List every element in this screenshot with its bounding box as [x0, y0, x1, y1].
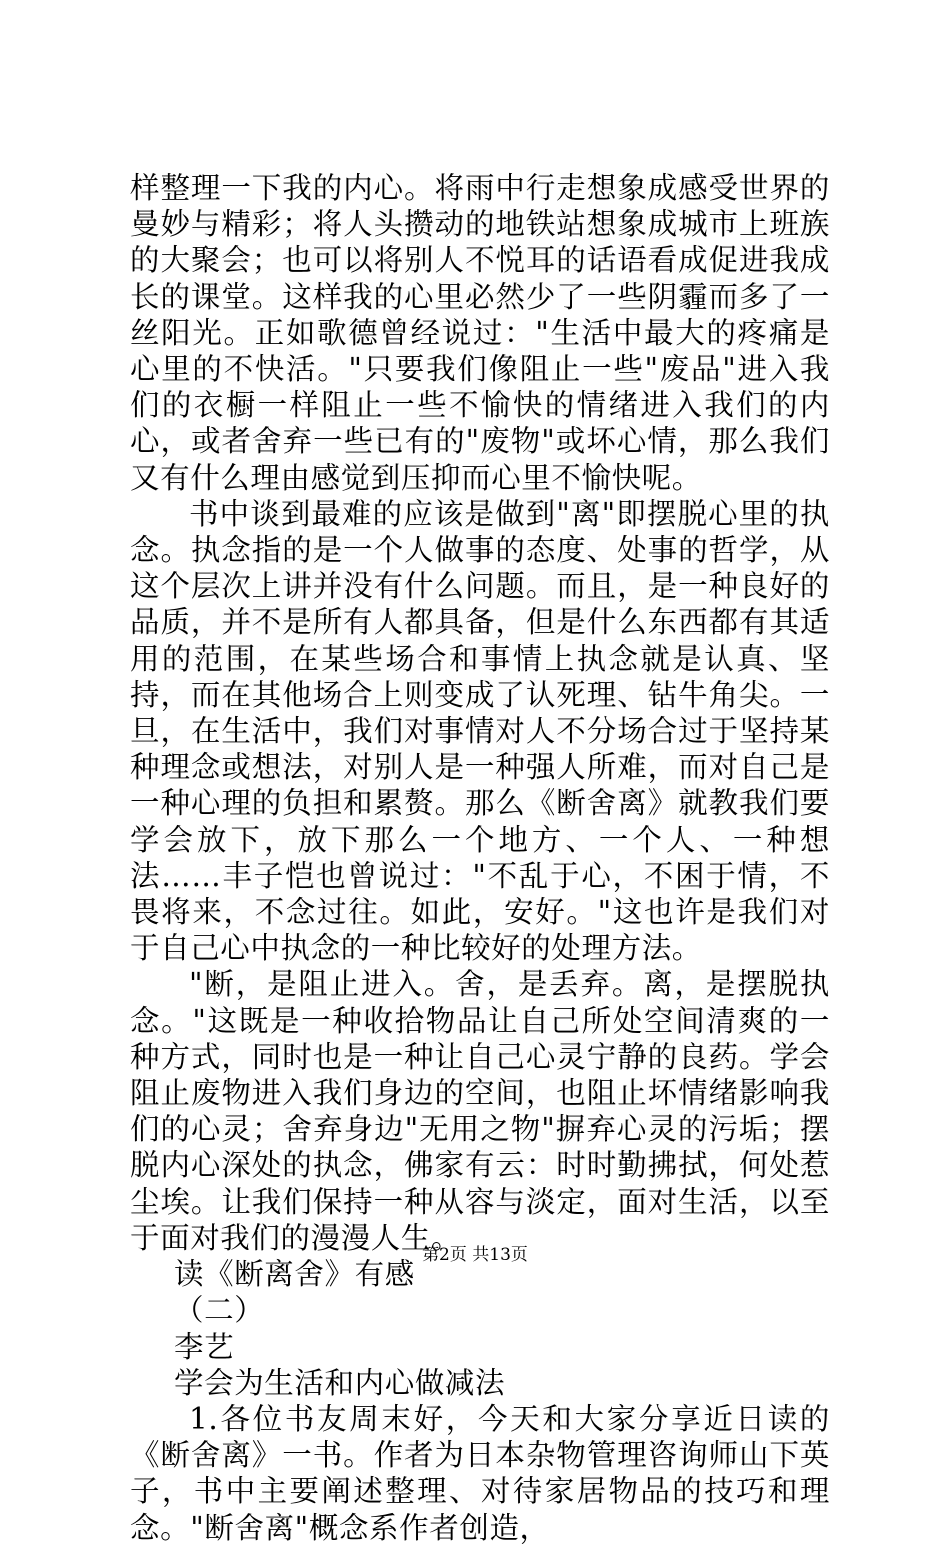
- essay-subtitle: 学会为生活和内心做减法: [174, 1365, 506, 1400]
- paragraph-continuation: 样整理一下我的内心。将雨中行走想象成感受世界的曼妙与精彩；将人头攒动的地铁站想象成城市上班族的大聚会；也可以将别人不悦耳的话语看成促进我成长的课堂。这样我的心里必然少了一些阴霾而多了一丝阳光。正如歌德曾经说过："生活中最大的疼痛是心里的不快活。"只要我们像阻止一些"废品"进入我们的衣橱一样阻止一些不愉快的情绪进入我们的内心，或者舍弃一些已有的"废物"或坏心情，那么我们又有什么理由感觉到压抑而心里不愉快呢。: [130, 171, 830, 495]
- essay-number: （二）: [174, 1293, 265, 1328]
- essay-title: 读《断离舍》有感: [174, 1257, 415, 1292]
- document-body: [130, 170, 830, 1546]
- page-footer: 第2页 共13页: [422, 1245, 528, 1265]
- paragraph-summary: "断，是阻止进入。舍，是丢弃。离，是摆脱执念。"这既是一种收拾物品让自己所处空间清爽的一种方式，同时也是一种让自己心灵宁静的良药。学会阻止废物进入我们身边的空间，也阻止坏情绪影响我们的心灵；舍弃身边"无用之物"摒弃心灵的污垢；摆脱内心深处的执念，佛家有云：时时勤拂拭，何处惹尘埃。让我们保持一种从容与淡定，面对生活，以至于面对我们的漫漫人生。: [130, 967, 830, 1255]
- paragraph-attachment: 书中谈到最难的应该是做到"离"即摆脱心里的执念。执念指的是一个人做事的态度、处事的哲学，从这个层次上讲并没有什么问题。而且，是一种良好的品质，并不是所有人都具备，但是什么东西都有其适用的范围，在某些场合和事情上执念就是认真、坚持，而在其他场合上则变成了认死理、钻牛角尖。一旦，在生活中，我们对事情对人不分场合过于坚持某种理念或想法，对别人是一种强人所难，而对自己是一种心理的负担和累赘。那么《断舍离》就教我们要学会放下，放下那么一个地方、一个人、一种想法……丰子恺也曾说过："不乱于心，不困于情，不畏将来，不念过往。如此，安好。"这也许是我们对于自己心中执念的一种比较好的处理方法。: [130, 496, 830, 966]
- essay-author: 李艺: [174, 1329, 235, 1364]
- paragraph-intro: 1.各位书友周末好，今天和大家分享近日读的《断舍离》一书。作者为日本杂物管理咨询师山下英子，书中主要阐述整理、对待家居物品的技巧和理念。"断舍离"概念系作者创造，: [130, 1401, 830, 1545]
